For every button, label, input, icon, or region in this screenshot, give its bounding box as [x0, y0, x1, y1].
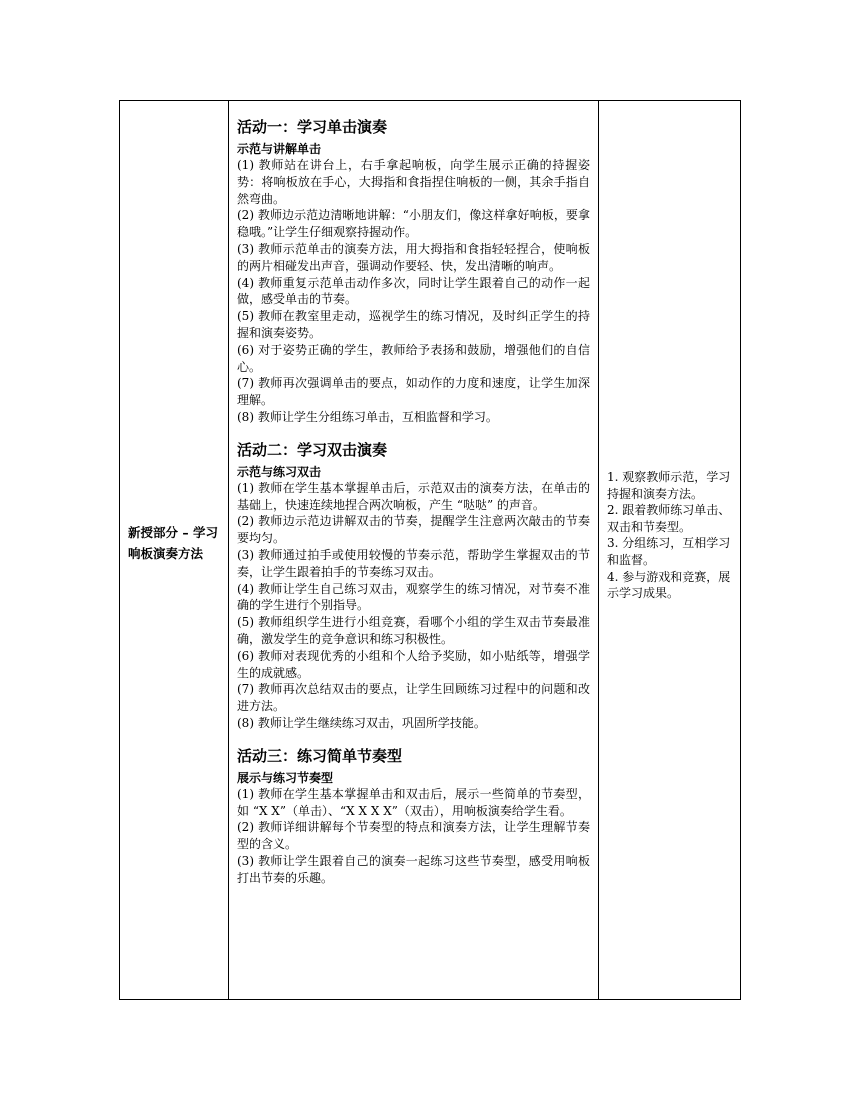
student-activity-column — [599, 101, 740, 999]
activity-item: (1) 教师站在讲台上，右手拿起响板，向学生展示正确的持握姿势：将响板放在手心，大拇指和食指捏住响板的一侧，其余手指自然弯曲。 — [237, 158, 590, 206]
activity-item: (8) 教师让学生继续练习双击，巩固所学技能。 — [237, 715, 486, 730]
section-label: 新授部分 – 学习响板演奏方法 — [128, 525, 218, 561]
activity-item: (7) 教师再次总结双击的要点，让学生回顾练习过程中的问题和改进方法。 — [237, 682, 590, 714]
activity-subtitle: 示范与讲解单击 — [237, 142, 322, 156]
activity-item: (5) 教师在教室里走动，巡视学生的练习情况，及时纠正学生的持握和演奏姿势。 — [237, 309, 590, 340]
activity-block — [237, 117, 590, 426]
activity-item: (2) 教师边示范边讲解双击的节奏，提醒学生注意两次敲击的节奏要均匀。 — [237, 514, 590, 546]
activity-item: (6) 教师对表现优秀的小组和个人给予奖励，如小贴纸等，增强学生的成就感。 — [237, 648, 590, 680]
activity-item: (5) 教师组织学生进行小组竞赛，看哪个小组的学生双击节奏最准确，激发学生的竞争意识和练习积极性。 — [237, 615, 590, 646]
student-activity-item: 2. 跟着教师练习单击、双击和节奏型。 — [607, 503, 731, 534]
student-activity-item: 1. 观察教师示范，学习持握和演奏方法。 — [607, 470, 731, 501]
activity-block — [237, 440, 590, 732]
activity-item: (3) 教师示范单击的演奏方法，用大拇指和食指轻轻捏合，使响板的两片相碰发出声音，强调动作要轻、快，发出清晰的响声。 — [237, 241, 590, 273]
activity-item: (3) 教师让学生跟着自己的演奏一起练习这些节奏型，感受用响板打出节奏的乐趣。 — [237, 853, 590, 885]
activity-item: (2) 教师边示范边清晰地讲解：“小朋友们，像这样拿好响板，要拿稳哦。”让学生仔细观察持握动作。 — [237, 208, 590, 240]
section-column — [120, 101, 229, 999]
activity-item: (8) 教师让学生分组练习单击，互相监督和学习。 — [237, 409, 498, 424]
activity-item: (3) 教师通过拍手或使用较慢的节奏示范，帮助学生掌握双击的节奏，让学生跟着拍手的节奏练习双击。 — [237, 547, 590, 579]
activity-item: (4) 教师重复示范单击动作多次，同时让学生跟着自己的动作一起做，感受单击的节奏。 — [237, 275, 590, 307]
activity-item: (2) 教师详细讲解每个节奏型的特点和演奏方法，让学生理解节奏型的含义。 — [237, 820, 590, 852]
activity-item: (7) 教师再次强调单击的要点，如动作的力度和速度，让学生加深理解。 — [237, 376, 590, 408]
teacher-activity-column — [229, 101, 599, 999]
student-activities — [607, 469, 734, 602]
activity-block — [237, 746, 590, 887]
activity-title: 活动二：学习双击演奏 — [237, 440, 388, 459]
activity-item: (6) 对于姿势正确的学生，教师给予表扬和鼓励，增强他们的自信心。 — [237, 342, 590, 374]
student-activity-item: 3. 分组练习，互相学习和监督。 — [607, 536, 731, 567]
activity-item: (4) 教师让学生自己练习双击，观察学生的练习情况，对节奏不准确的学生进行个别指导。 — [237, 581, 590, 613]
activity-title: 活动三：练习简单节奏型 — [237, 746, 403, 765]
teacher-activities — [237, 117, 590, 900]
activity-subtitle: 示范与练习双击 — [237, 464, 322, 479]
lesson-plan-table — [119, 100, 741, 1000]
student-activity-item: 4. 参与游戏和竞赛，展示学习成果。 — [607, 569, 731, 601]
activity-title: 活动一：学习单击演奏 — [237, 118, 388, 136]
activity-subtitle: 展示与练习节奏型 — [237, 770, 334, 785]
activity-item: (1) 教师在学生基本掌握单击后，示范双击的演奏方法，在单击的基础上，快速连续地捏合两次响板，产生 “哒哒” 的声音。 — [237, 480, 590, 512]
activity-item: (1) 教师在学生基本掌握单击和双击后，展示一些简单的节奏型，如 “X X”（单击）、“X X X X”（双击），用响板演奏给学生看。 — [237, 786, 590, 818]
